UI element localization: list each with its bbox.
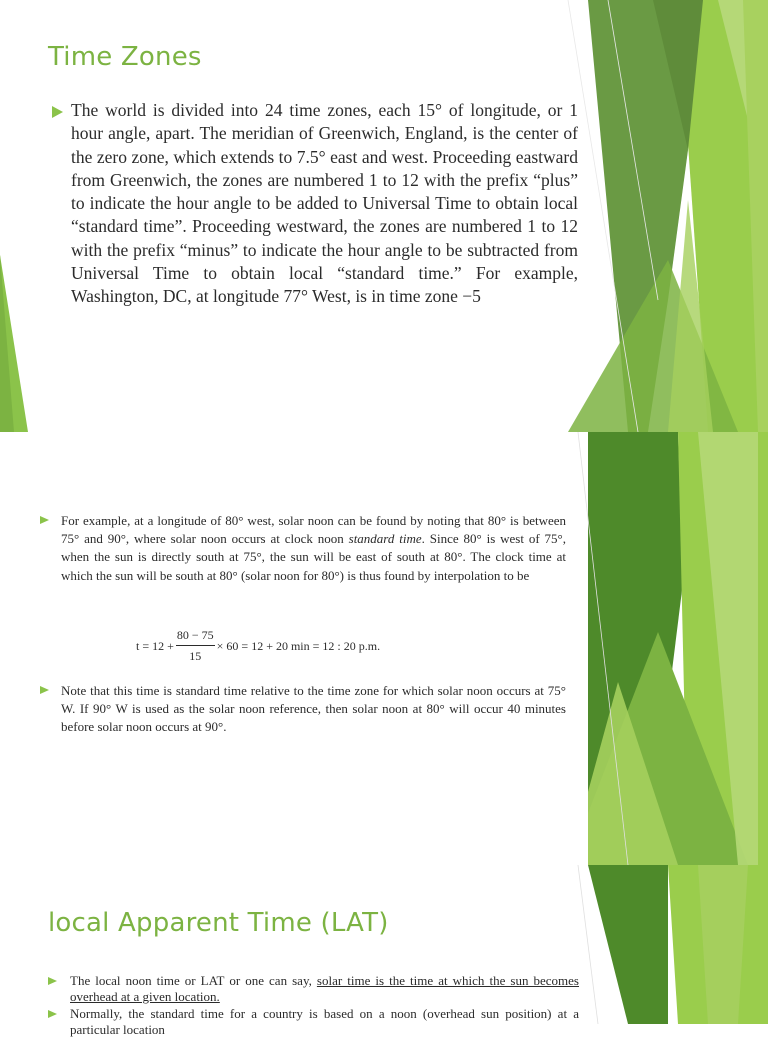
slide-local-apparent-time (0, 865, 768, 1037)
text-part: The local noon time or LAT or one can say, (70, 973, 317, 988)
bullet-arrow-icon (40, 686, 49, 694)
bullet-lat-definition (48, 973, 579, 1005)
bullet-standard-time-basis (48, 1006, 579, 1038)
slide-time-zones (0, 0, 768, 432)
bullet-solar-noon (40, 512, 566, 585)
bullet-standard-time-note (40, 682, 566, 737)
formula-fraction (176, 628, 215, 664)
formula-numerator: 80 − 75 (176, 628, 215, 646)
right-green-decoration (568, 865, 768, 1024)
bullet-arrow-icon (40, 516, 49, 524)
formula-rhs: × 60 = 12 + 20 min = 12 : 20 p.m. (216, 638, 381, 653)
left-green-triangle (0, 0, 30, 432)
underlined-definition: solar time is the time at which the sun becomes overhead at a given location. (70, 973, 579, 1004)
bullet-text: Note that this time is standard time relative to the time zone for which solar noon occurs at 75° W. If 90° W is used as the solar noon reference, then solar noon at 80° will occur 40 minutes before solar noon occurs at 90°. (61, 683, 566, 735)
text-part: . Since 80° is west of 75°, when the sun is directly south at 75°, the sun will be east of south at 80°. The clock time at which the sun will be south at 80° (solar noon for 80°) is thus found by interpolation to be (61, 531, 566, 583)
bullet-arrow-icon (48, 977, 57, 985)
interpolation-formula (136, 628, 380, 664)
bullet-text: The world is divided into 24 time zones, each 15° of longitude, or 1 hour angle, apart. The meridian of Greenwich, England, is the center of the zero zone, which extends to 7.5° east and west. Proceeding eastward from Greenwich, the zones are numbered 1 to 12 with the prefix “plus” to indicate the hour angle to be added to Universal Time to obtain local “standard time”. Proceeding westward, the zones are numbered 1 to 12 with the prefix “minus” to indicate the hour angle to be subtracted from Universal Time to obtain local “standard time.” For example, Washington, DC, at longitude 77° West, is in time zone −5 (71, 100, 578, 307)
bullet-text (61, 512, 566, 585)
bullet-text (70, 973, 579, 1005)
italic-term: standard time (348, 531, 422, 547)
bullet-arrow-icon (52, 106, 63, 118)
slide-solar-noon-example (0, 432, 768, 865)
formula-lhs: t = 12 + (136, 638, 174, 653)
slide-title: local Apparent Time (LAT) (48, 908, 389, 938)
bullet-time-zones (52, 99, 578, 309)
bullet-text: Normally, the standard time for a country is based on a noon (overhead sun position) at a particular location (70, 1006, 579, 1037)
text-part: For example, at a longitude of 80° west, solar noon can be found by noting that 80° is between 75° and 90°, where solar noon occurs at clock noon (61, 513, 566, 547)
bullet-arrow-icon (48, 1010, 57, 1018)
slide-title: Time Zones (48, 42, 202, 72)
right-green-decoration (568, 432, 768, 865)
formula-denominator: 15 (189, 649, 202, 663)
right-green-decoration (568, 0, 768, 432)
